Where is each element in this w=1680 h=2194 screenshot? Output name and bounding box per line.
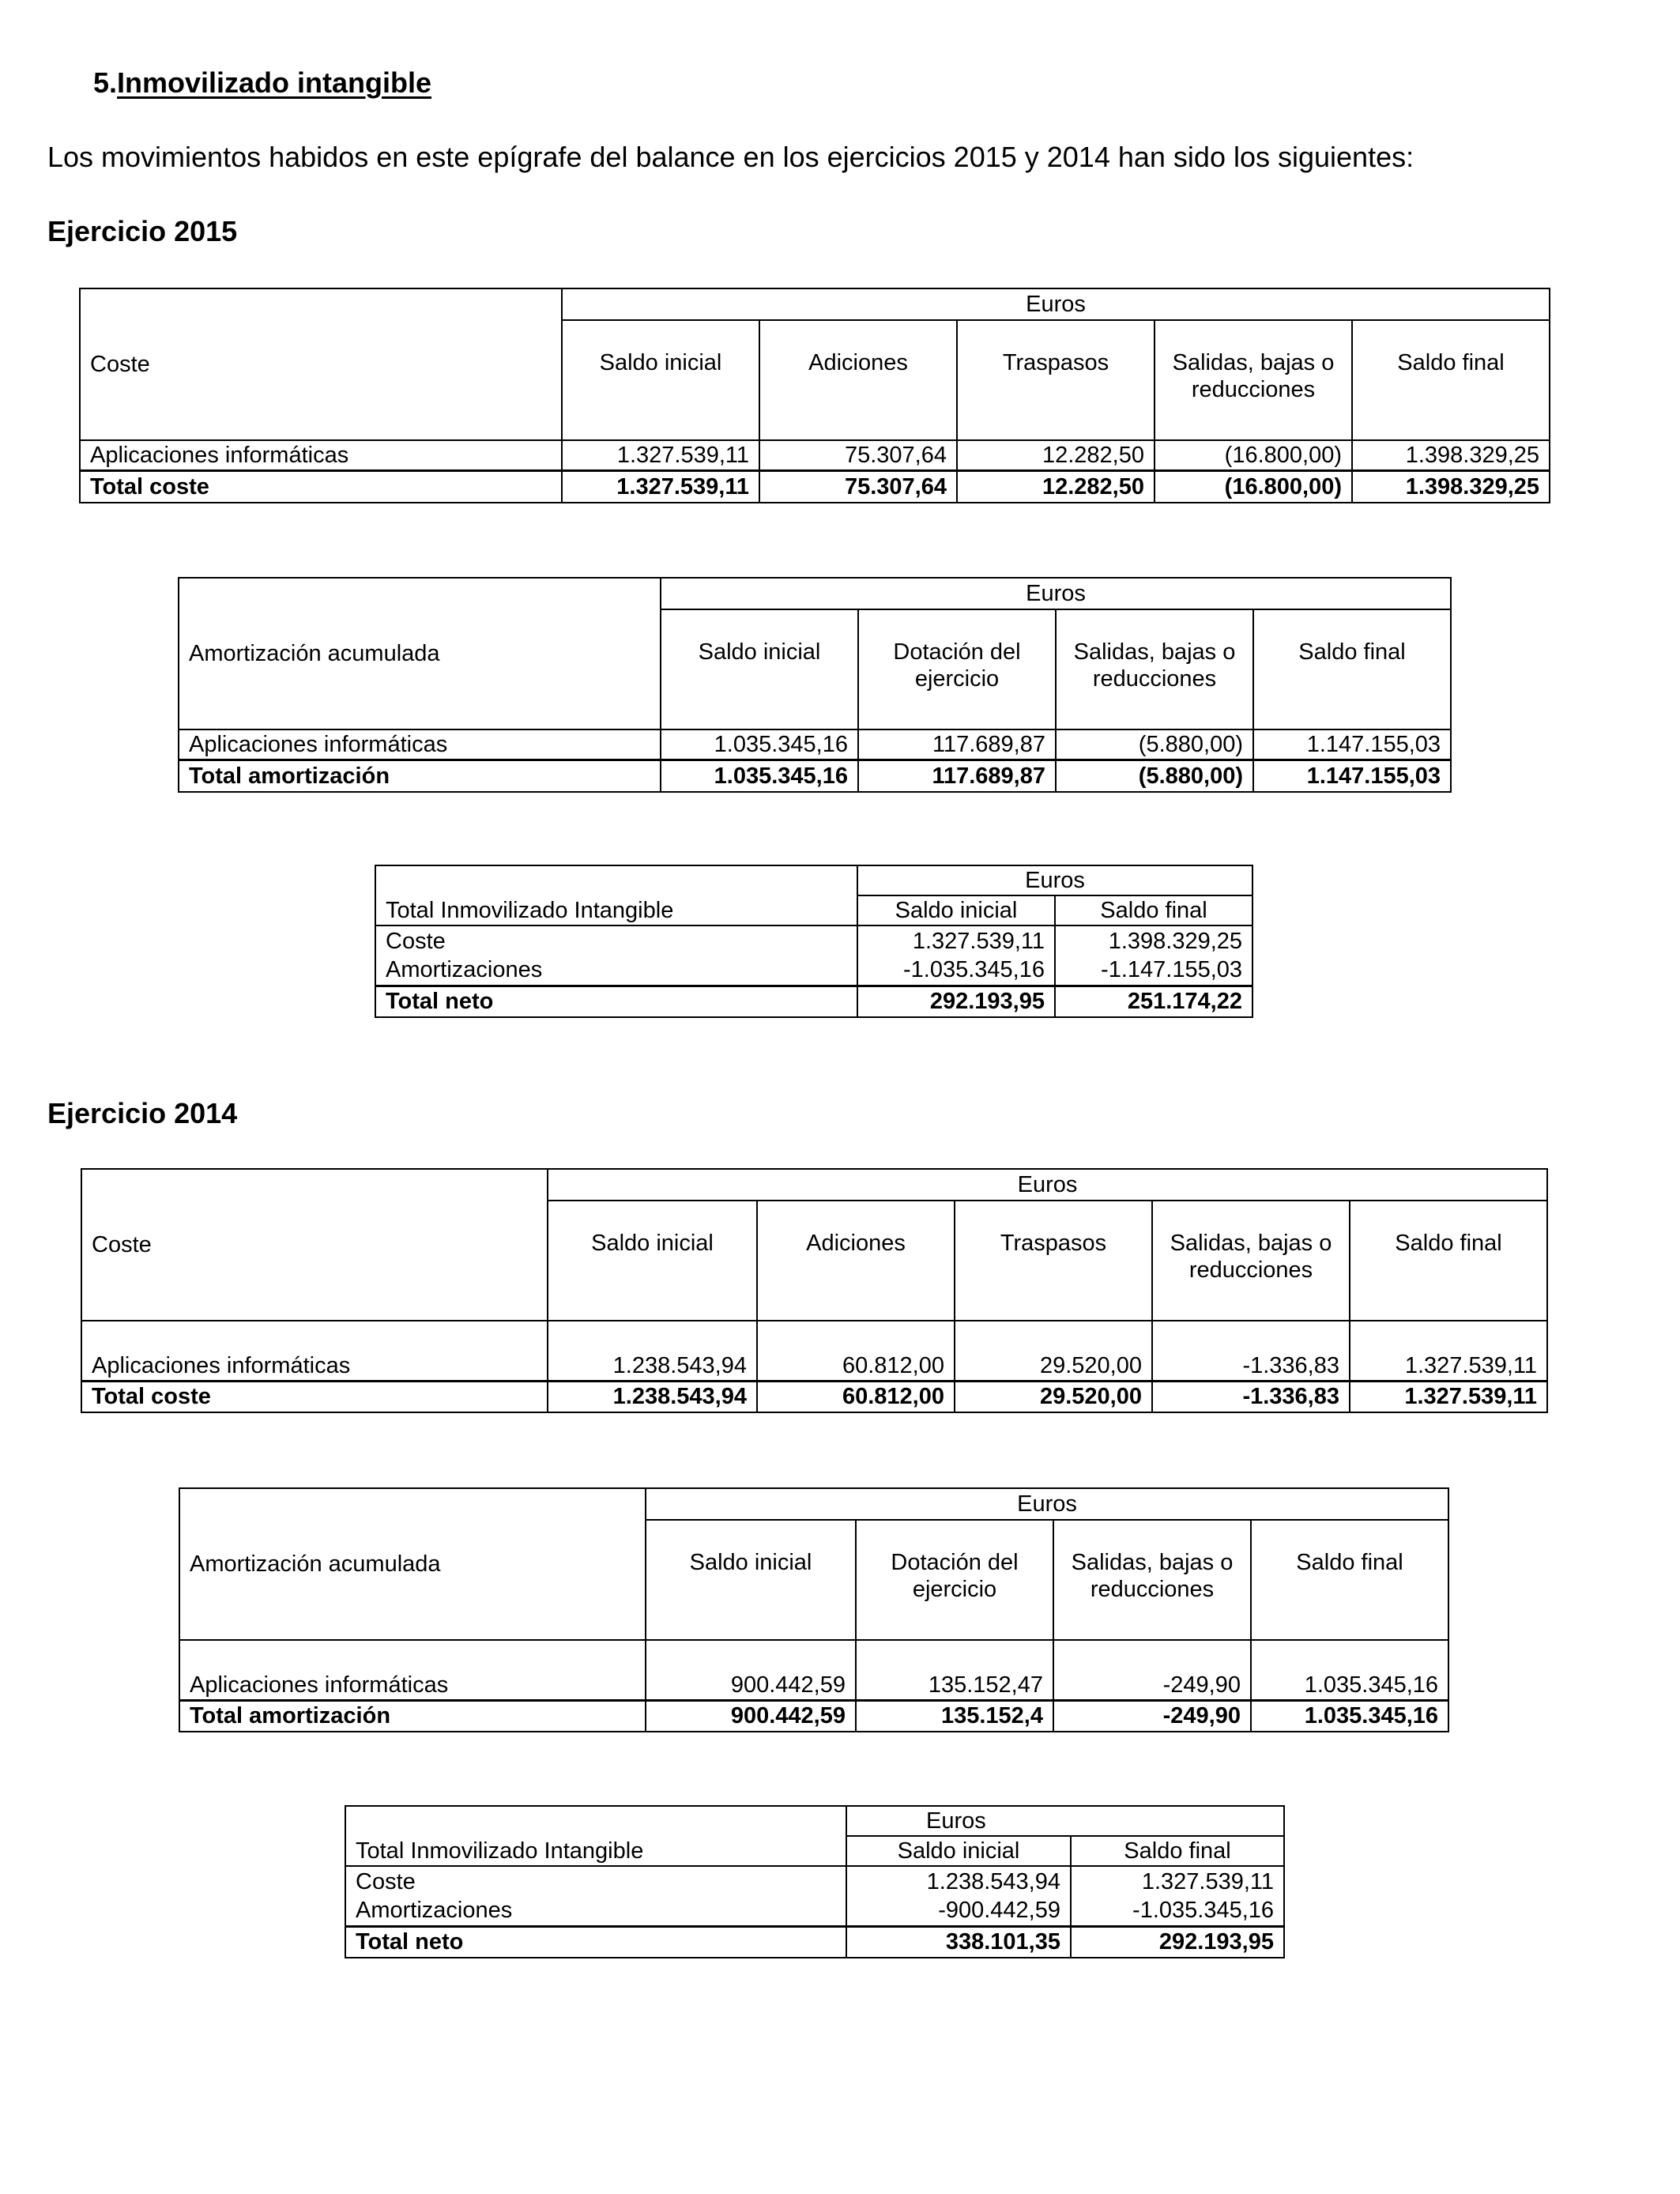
cell-value: 1.147.155,03 [1253, 729, 1451, 760]
total-value: 292.193,95 [1071, 1926, 1284, 1958]
table-row [179, 1640, 1448, 1700]
row-label: Amortizaciones [375, 956, 857, 986]
total-value: 117.689,87 [858, 760, 1056, 792]
col-salidas: Salidas, bajas o reducciones [1155, 320, 1352, 440]
table-row [345, 1896, 1284, 1926]
amortization-table-2015 [178, 577, 1452, 793]
total-value: 1.327.539,11 [562, 471, 759, 503]
cell-value: -1.035.345,16 [857, 956, 1055, 986]
total-value: 12.282,50 [957, 471, 1155, 503]
col-saldo-inicial: Saldo inicial [548, 1201, 757, 1321]
row-label: Coste [375, 925, 857, 956]
cell-value: 1.035.345,16 [661, 729, 858, 760]
total-value: 60.812,00 [757, 1381, 955, 1412]
table-row [81, 1321, 1547, 1381]
col-salidas: Salidas, bajas o reducciones [1056, 609, 1253, 729]
total-value: (16.800,00) [1155, 471, 1352, 503]
table-row [375, 956, 1252, 986]
col-saldo-final: Saldo final [1253, 609, 1451, 729]
col-salidas: Salidas, bajas o reducciones [1053, 1520, 1251, 1640]
cell-value: (16.800,00) [1155, 440, 1352, 471]
cost-table-2014 [81, 1168, 1548, 1413]
col-saldo-inicial: Saldo inicial [857, 895, 1055, 925]
cell-value: 135.152,47 [856, 1640, 1053, 1700]
amort-header-label: Amortización acumulada [179, 578, 661, 729]
row-label: Aplicaciones informáticas [80, 440, 562, 471]
summary-table-2015 [375, 865, 1253, 1018]
euros-header: Euros [857, 865, 1252, 895]
section-title: Inmovilizado intangible [117, 66, 432, 99]
total-label: Total amortización [179, 1700, 646, 1732]
total-value: 338.101,35 [846, 1926, 1071, 1958]
col-saldo-final: Saldo final [1350, 1201, 1547, 1321]
table-row [80, 440, 1550, 471]
cost-table-2015 [79, 288, 1550, 503]
cell-value: -1.147.155,03 [1055, 956, 1252, 986]
row-label: Amortizaciones [345, 1896, 846, 1926]
total-value: 900.442,59 [646, 1700, 856, 1732]
total-value: -249,90 [1053, 1700, 1251, 1732]
amort-header-label: Amortización acumulada [179, 1488, 646, 1640]
total-value: 75.307,64 [759, 471, 957, 503]
col-saldo-final: Saldo final [1352, 320, 1550, 440]
col-adiciones: Adiciones [757, 1201, 955, 1321]
cell-value: 1.327.539,11 [562, 440, 759, 471]
cell-value: 1.398.329,25 [1352, 440, 1550, 471]
total-label: Total coste [80, 471, 562, 503]
cell-value: 1.327.539,11 [1071, 1866, 1284, 1896]
cell-value: -1.336,83 [1152, 1321, 1350, 1381]
col-saldo-inicial: Saldo inicial [846, 1836, 1071, 1866]
cell-value: 12.282,50 [957, 440, 1155, 471]
col-saldo-final: Saldo final [1055, 895, 1252, 925]
total-row [375, 986, 1252, 1017]
euros-header: Euros [548, 1169, 1547, 1201]
total-row [345, 1926, 1284, 1958]
col-traspasos: Traspasos [957, 320, 1155, 440]
cell-value: 1.238.543,94 [548, 1321, 757, 1381]
euros-header: Euros [646, 1488, 1448, 1520]
total-value: 1.035.345,16 [661, 760, 858, 792]
cell-value: -1.035.345,16 [1071, 1896, 1284, 1926]
euros-header: Euros [562, 288, 1550, 320]
col-saldo-inicial: Saldo inicial [562, 320, 759, 440]
total-value: 1.035.345,16 [1251, 1700, 1448, 1732]
table-row [345, 1866, 1284, 1896]
row-label: Aplicaciones informáticas [179, 1640, 646, 1700]
col-dotacion: Dotación del ejercicio [858, 609, 1056, 729]
year-heading-2015: Ejercicio 2015 [47, 215, 238, 247]
cost-header-label: Coste [80, 288, 562, 440]
total-value: -1.336,83 [1152, 1381, 1350, 1412]
total-label: Total neto [375, 986, 857, 1017]
col-salidas: Salidas, bajas o reducciones [1152, 1201, 1350, 1321]
cell-value: -900.442,59 [846, 1896, 1071, 1926]
total-value: 29.520,00 [955, 1381, 1152, 1412]
section-heading [47, 66, 431, 100]
cell-value: 117.689,87 [858, 729, 1056, 760]
total-value: 292.193,95 [857, 986, 1055, 1017]
total-value: 251.174,22 [1055, 986, 1252, 1017]
total-label: Total coste [81, 1381, 548, 1412]
cell-value: (5.880,00) [1056, 729, 1253, 760]
amortization-table-2014 [179, 1487, 1449, 1732]
intro-paragraph: Los movimientos habidos en este epígrafe del balance en los ejercicios 2015 y 2014 han sido los siguientes: [47, 141, 1414, 173]
cell-value: 900.442,59 [646, 1640, 856, 1700]
cell-value: 1.327.539,11 [857, 925, 1055, 956]
summary-table-2014 [345, 1805, 1285, 1958]
col-adiciones: Adiciones [759, 320, 957, 440]
total-label: Total neto [345, 1926, 846, 1958]
cell-value: 1.035.345,16 [1251, 1640, 1448, 1700]
row-label: Aplicaciones informáticas [179, 729, 661, 760]
total-row [179, 760, 1451, 792]
row-label: Coste [345, 1866, 846, 1896]
total-value: 1.147.155,03 [1253, 760, 1451, 792]
cell-value: 1.238.543,94 [846, 1866, 1071, 1896]
col-traspasos: Traspasos [955, 1201, 1152, 1321]
total-value: 1.238.543,94 [548, 1381, 757, 1412]
total-value: 135.152,4 [856, 1700, 1053, 1732]
cell-value: 1.327.539,11 [1350, 1321, 1547, 1381]
col-saldo-final: Saldo final [1071, 1836, 1284, 1866]
year-heading-2014: Ejercicio 2014 [47, 1097, 238, 1129]
total-value: 1.398.329,25 [1352, 471, 1550, 503]
cost-header-label: Coste [81, 1169, 548, 1321]
cell-value: 29.520,00 [955, 1321, 1152, 1381]
cell-value: 60.812,00 [757, 1321, 955, 1381]
total-label: Total amortización [179, 760, 661, 792]
total-value: (5.880,00) [1056, 760, 1253, 792]
row-label: Aplicaciones informáticas [81, 1321, 548, 1381]
cell-value: 1.398.329,25 [1055, 925, 1252, 956]
summary-header-label: Total Inmovilizado Intangible [375, 895, 857, 925]
summary-header-label: Total Inmovilizado Intangible [345, 1836, 846, 1866]
col-saldo-inicial: Saldo inicial [646, 1520, 856, 1640]
total-row [179, 1700, 1448, 1732]
euros-header: Euros [846, 1806, 1284, 1836]
col-dotacion: Dotación del ejercicio [856, 1520, 1053, 1640]
total-value: 1.327.539,11 [1350, 1381, 1547, 1412]
col-saldo-final: Saldo final [1251, 1520, 1448, 1640]
table-row [179, 729, 1451, 760]
total-row [80, 471, 1550, 503]
cell-value: 75.307,64 [759, 440, 957, 471]
euros-header: Euros [661, 578, 1451, 609]
total-row [81, 1381, 1547, 1412]
section-number: 5. [92, 66, 117, 99]
col-saldo-inicial: Saldo inicial [661, 609, 858, 729]
cell-value: -249,90 [1053, 1640, 1251, 1700]
table-row [375, 925, 1252, 956]
